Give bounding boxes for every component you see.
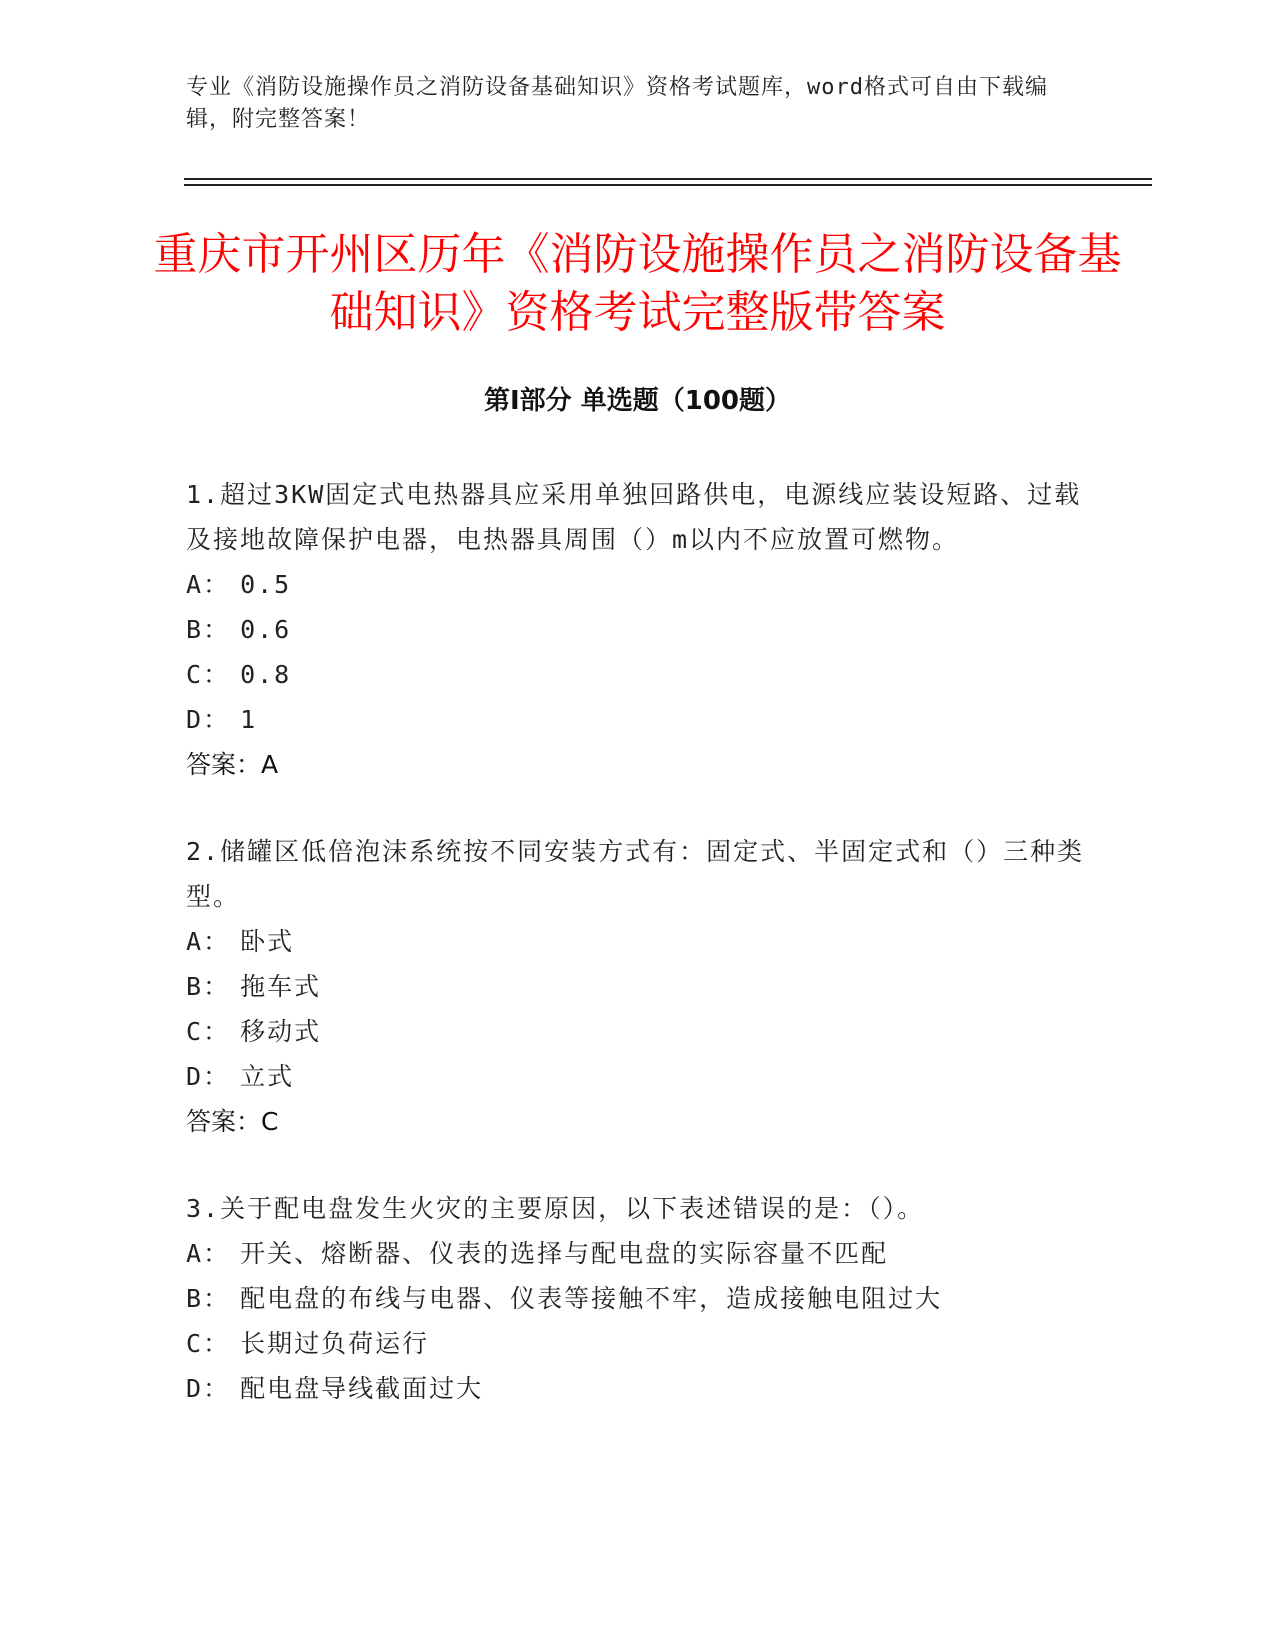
question-list — [186, 472, 1086, 1453]
option-text: 0.5 — [240, 570, 292, 599]
option-separator: ： — [203, 1374, 231, 1403]
option-text: 1 — [240, 705, 258, 734]
answer-label: 答案： — [186, 750, 262, 779]
option-c — [186, 652, 1086, 697]
question-2 — [186, 829, 1086, 1144]
question-stem: 2.储罐区低倍泡沫系统按不同安装方式有：固定式、半固定式和（）三种类型。 — [186, 837, 1085, 911]
option-text: 卧式 — [240, 927, 295, 956]
option-letter: C — [186, 1329, 204, 1358]
option-text: 配电盘导线截面过大 — [240, 1374, 484, 1403]
option-separator: ： — [203, 1284, 231, 1313]
option-text: 立式 — [240, 1062, 295, 1091]
option-separator: ： — [203, 927, 231, 956]
option-d — [186, 697, 1086, 742]
question-3 — [186, 1186, 1086, 1411]
answer-line — [186, 1099, 1086, 1144]
option-text: 拖车式 — [240, 972, 322, 1001]
option-letter: C — [186, 1017, 204, 1046]
answer-label: 答案： — [186, 1107, 262, 1136]
option-b — [186, 607, 1086, 652]
option-b — [186, 964, 1086, 1009]
option-separator: ： — [203, 1062, 231, 1091]
header-divider-top — [184, 178, 1152, 180]
option-d — [186, 1366, 1086, 1411]
option-text: 开关、熔断器、仪表的选择与配电盘的实际容量不匹配 — [240, 1239, 889, 1268]
option-separator: ： — [203, 1239, 231, 1268]
option-separator: ： — [203, 705, 231, 734]
question-1 — [186, 472, 1086, 787]
document-title: 重庆市开州区历年《消防设施操作员之消防设备基础知识》资格考试完整版带答案 — [153, 229, 1122, 338]
answer-line — [186, 742, 1086, 787]
option-separator: ： — [203, 1329, 231, 1358]
option-a — [186, 919, 1086, 964]
option-separator: ： — [203, 660, 231, 689]
option-separator: ： — [203, 570, 231, 599]
option-letter: D — [186, 705, 204, 734]
option-letter: C — [186, 660, 204, 689]
option-d — [186, 1054, 1086, 1099]
option-a — [186, 1231, 1086, 1276]
option-letter: D — [186, 1062, 204, 1091]
option-c — [186, 1321, 1086, 1366]
option-letter: B — [186, 972, 204, 1001]
option-letter: A — [186, 1239, 204, 1268]
option-text: 0.6 — [240, 615, 292, 644]
question-stem: 1.超过3KW固定式电热器具应采用单独回路供电，电源线应装设短路、过载及接地故障保护电器，电热器具周围（）m以内不应放置可燃物。 — [186, 480, 1082, 554]
option-letter: B — [186, 615, 204, 644]
option-b — [186, 1276, 1086, 1321]
option-letter: D — [186, 1374, 204, 1403]
option-separator: ： — [203, 972, 231, 1001]
option-letter: A — [186, 927, 204, 956]
answer-value: A — [261, 750, 279, 779]
option-text: 配电盘的布线与电器、仪表等接触不牢，造成接触电阻过大 — [240, 1284, 943, 1313]
answer-value: C — [261, 1107, 279, 1136]
option-separator: ： — [203, 615, 231, 644]
option-text: 0.8 — [240, 660, 292, 689]
option-letter: A — [186, 570, 204, 599]
option-c — [186, 1009, 1086, 1054]
option-text: 移动式 — [240, 1017, 322, 1046]
section-title: 第Ⅰ部分 单选题（100题） — [484, 386, 791, 416]
option-separator: ： — [203, 1017, 231, 1046]
header-note: 专业《消防设施操作员之消防设备基础知识》资格考试题库，word格式可自由下载编辑，附完整答案！ — [186, 75, 1048, 132]
question-stem: 3.关于配电盘发生火灾的主要原因，以下表述错误的是：（）。 — [186, 1194, 925, 1223]
option-letter: B — [186, 1284, 204, 1313]
header-divider-bottom — [184, 184, 1152, 186]
option-text: 长期过负荷运行 — [240, 1329, 430, 1358]
option-a — [186, 562, 1086, 607]
